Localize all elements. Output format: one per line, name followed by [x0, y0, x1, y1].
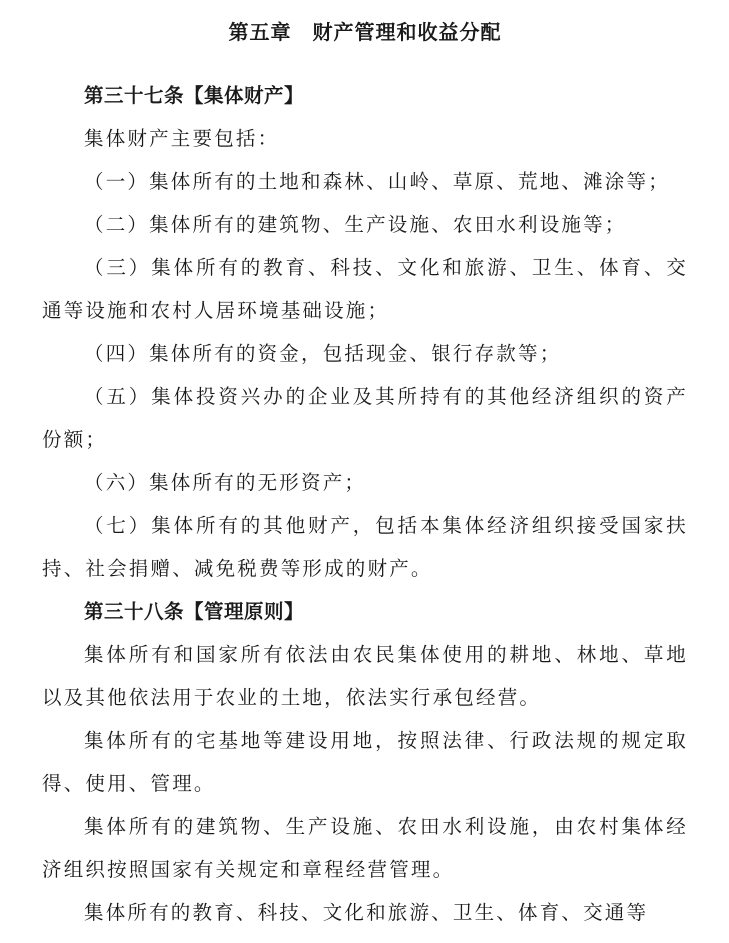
chapter-title: 第五章 财产管理和收益分配 [228, 20, 502, 44]
article-heading: 第三十七条【集体财产】 [84, 84, 305, 107]
paragraph: 集体财产主要包括： [84, 127, 280, 150]
paragraph: 集体所有的建筑物、生产设施、农田水利设施，由农村集体经济组织按照国家有关规定和章程经营管理。 [42, 815, 688, 881]
article-37 [42, 74, 688, 590]
paragraph: （五）集体投资兴办的企业及其所持有的其他经济组织的资产份额； [42, 385, 688, 451]
paragraph: （三）集体所有的教育、科技、文化和旅游、卫生、体育、交通等设施和农村人居环境基础设施； [42, 256, 688, 322]
paragraph: （六）集体所有的无形资产； [84, 471, 367, 494]
paragraph: （二）集体所有的建筑物、生产设施、农田水利设施等； [84, 213, 627, 236]
paragraph: （四）集体所有的资金，包括现金、银行存款等； [84, 342, 562, 365]
paragraph: 集体所有和国家所有依法由农民集体使用的耕地、林地、草地以及其他依法用于农业的土地，依法实行承包经营。 [42, 643, 688, 709]
paragraph: 集体所有的教育、科技、文化和旅游、卫生、体育、交通等 [84, 901, 649, 924]
paragraph: （七）集体所有的其他财产，包括本集体经济组织接受国家扶持、社会捐赠、减免税费等形成的财产。 [42, 514, 688, 580]
document-page [42, 14, 688, 934]
article-heading: 第三十八条【管理原则】 [84, 600, 305, 623]
article-38 [42, 590, 688, 934]
paragraph: 集体所有的宅基地等建设用地，按照法律、行政法规的规定取得、使用、管理。 [42, 729, 688, 795]
paragraph: （一）集体所有的土地和森林、山岭、草原、荒地、滩涂等； [84, 170, 670, 193]
